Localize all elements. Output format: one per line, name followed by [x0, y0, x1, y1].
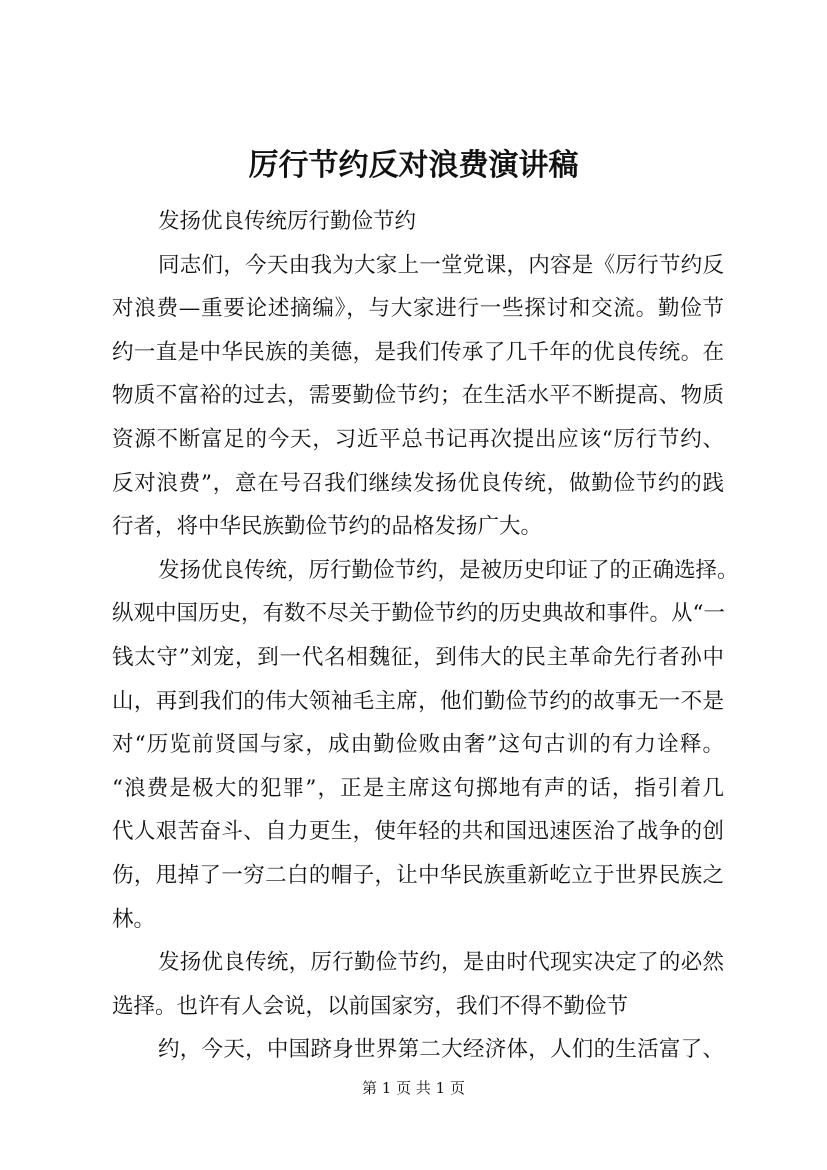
paragraph-line: 发扬优良传统，厉行勤俭节约，是由时代现实决定了的必然: [158, 950, 724, 976]
paragraph-line: 同志们，今天由我为大家上一堂党课，内容是《厉行节约反: [158, 252, 724, 278]
page-footer: 第 1 页 共 1 页: [362, 1079, 465, 1097]
paragraph-line: 行者，将中华民族勤俭节约的品格发扬广大。: [112, 514, 543, 540]
paragraph-line: 伤，甩掉了一穷二白的帽子，让中华民族重新屹立于世界民族之: [112, 862, 724, 888]
paragraph-line: 代人艰苦奋斗、自力更生，使年轻的共和国迅速医治了战争的创: [112, 819, 724, 845]
paragraph-line: 发扬优良传统厉行勤俭节约: [158, 209, 417, 234]
paragraph-line: “浪费是极大的犯罪”，正是主席这句掷地有声的话，指引着几: [112, 775, 724, 801]
paragraph-line: 选择。也许有人会说，以前国家穷，我们不得不勤俭节: [112, 993, 629, 1019]
paragraph-line: 山，再到我们的伟大领袖毛主席，他们勤俭节约的故事无一不是: [112, 688, 724, 714]
paragraph-line: 约一直是中华民族的美德，是我们传承了几千年的优良传统。在: [112, 339, 724, 365]
paragraph-line: 反对浪费”，意在号召我们继续发扬优良传统，做勤俭节约的践: [112, 470, 724, 496]
paragraph-line: 对“历览前贤国与家，成由勤俭败由奢”这句古训的有力诠释。: [112, 732, 724, 758]
paragraph-line: 纵观中国历史，有数不尽关于勤俭节约的历史典故和事件。从“一: [112, 601, 725, 627]
paragraph-line: 物质不富裕的过去，需要勤俭节约；在生活水平不断提高、物质: [112, 383, 724, 409]
paragraph-line: 约，今天，中国跻身世界第二大经济体，人们的生活富了、: [158, 1037, 724, 1063]
paragraph-line: 对浪费—重要论述摘编》，与大家进行一些探讨和交流。勤俭节: [112, 296, 724, 322]
document-title: 厉行节约反对浪费演讲稿: [248, 148, 579, 183]
paragraph-line: 林。: [112, 906, 156, 932]
paragraph-line: 钱太守”刘宠，到一代名相魏征，到伟大的民主革命先行者孙中: [112, 644, 724, 670]
paragraph-line: 资源不断富足的今天，习近平总书记再次提出应该“厉行节约、: [112, 426, 724, 452]
document-body: [112, 200, 739, 1072]
paragraph-line: 发扬优良传统，厉行勤俭节约，是被历史印证了的正确选择。: [158, 557, 739, 583]
